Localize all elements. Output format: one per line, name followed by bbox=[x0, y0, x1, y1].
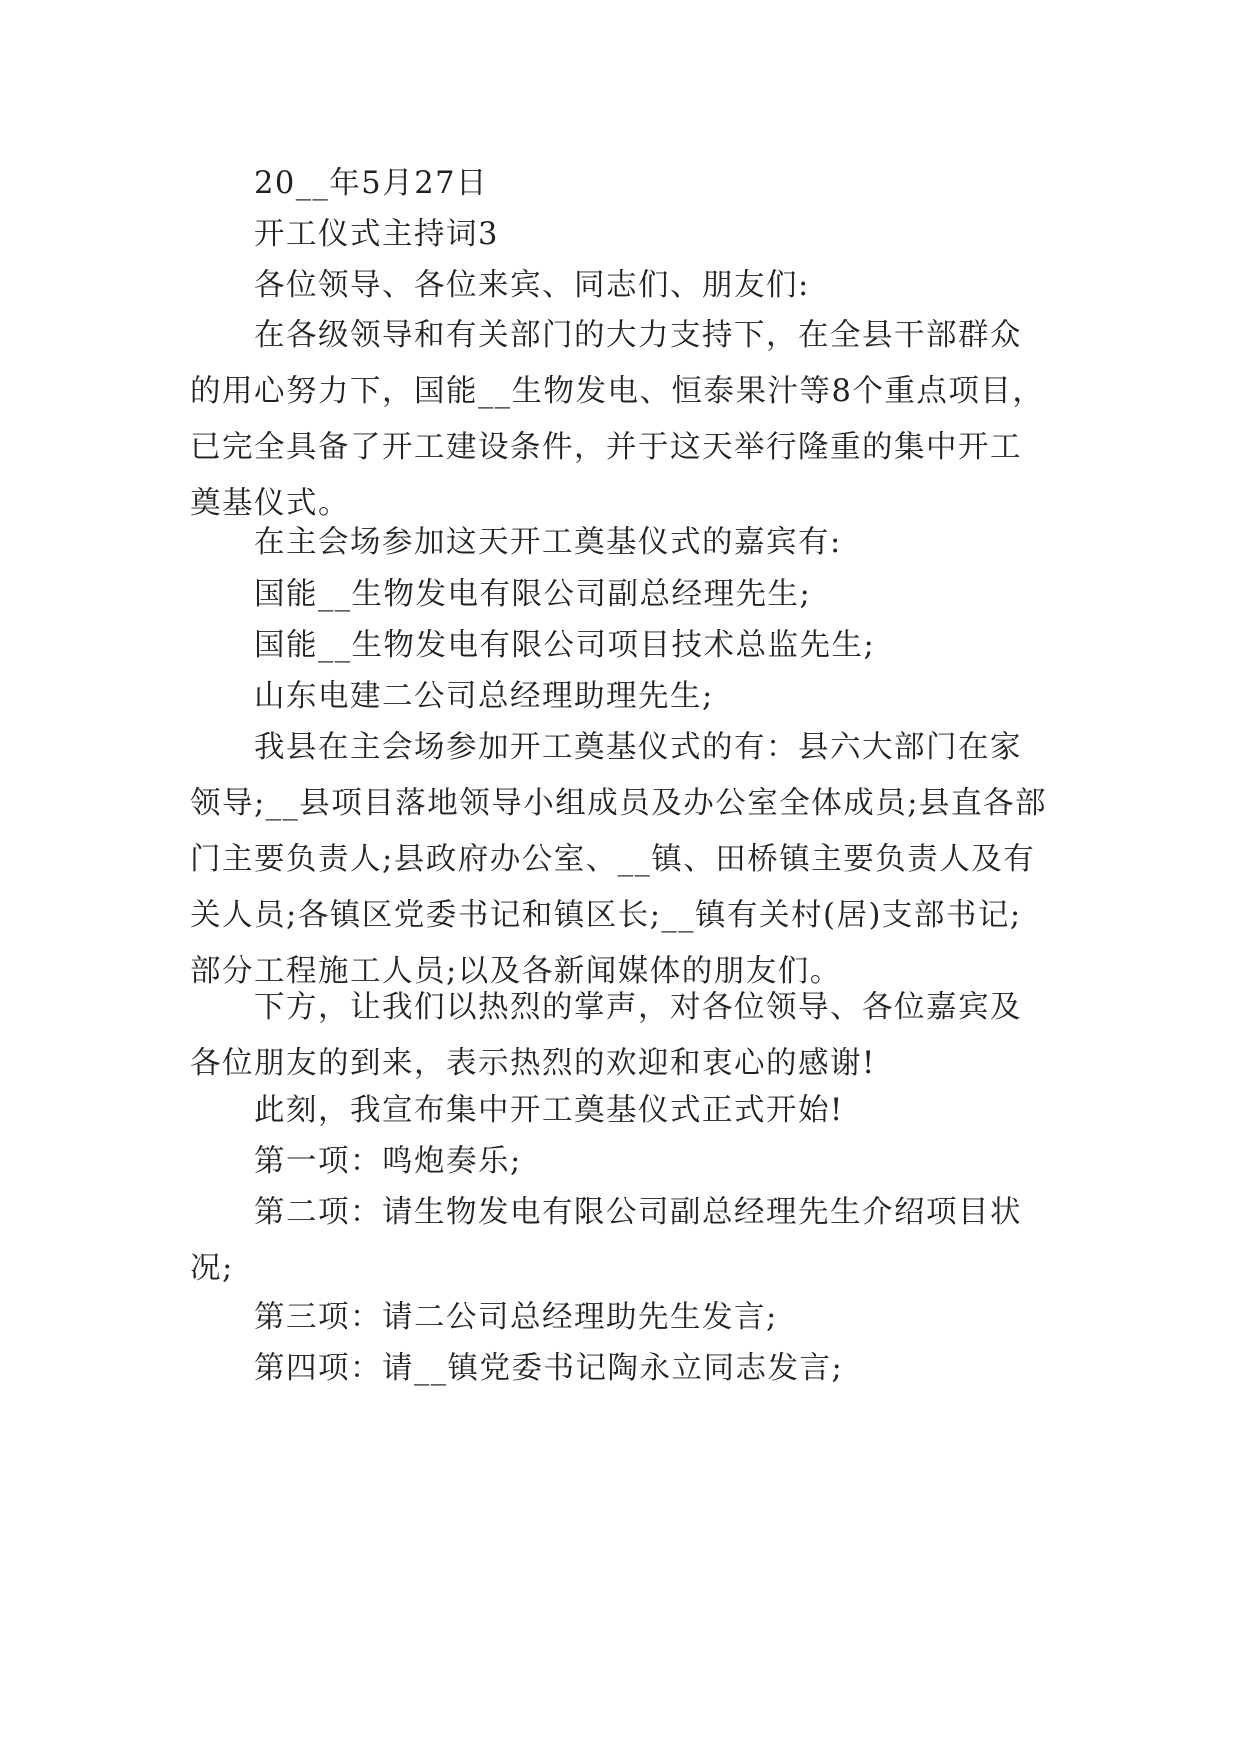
paragraph-county-attendees: 我县在主会场参加开工奠基仪式的有：县六大部门在家领导;__县项目落地领导小组成员及办公室全体成员;县直各部门主要负责人;县政府办公室、__镇、田桥镇主要负责人及有关人员;各镇区党委书记和镇区长;__镇有关村(居)支部书记;部分工程施工人员;以及各新闻媒体的朋友们。 bbox=[190, 730, 1048, 989]
paragraph-opening: 在各级领导和有关部门的大力支持下，在全县干部群众的用心努力下，国能__生物发电、恒泰果汁等8个重点项目，已完全具备了开工建设条件，并于这天举行隆重的集中开工奠基仪式。 bbox=[190, 318, 1045, 521]
paragraph-welcome: 下方，让我们以热烈的掌声，对各位领导、各位嘉宾及各位朋友的到来，表示热烈的欢迎和衷心的感谢! bbox=[190, 990, 1022, 1081]
agenda-item-2: 第二项：请生物发电有限公司副总经理先生介绍项目状况; bbox=[190, 1195, 1022, 1286]
agenda-item-4: 第四项：请__镇党委书记陶永立同志发言; bbox=[254, 1351, 844, 1386]
guest-line-1: 国能__生物发电有限公司副总经理先生; bbox=[254, 577, 812, 612]
guest-line-3: 山东电建二公司总经理助理先生; bbox=[254, 679, 714, 714]
agenda-item-3: 第三项：请二公司总经理助先生发言; bbox=[254, 1300, 778, 1335]
salutation: 各位领导、各位来宾、同志们、朋友们: bbox=[254, 268, 810, 303]
paragraph-guests-intro: 在主会场参加这天开工奠基仪式的嘉宾有: bbox=[254, 525, 842, 560]
date-line: 20__年5月27日 bbox=[254, 166, 489, 201]
paragraph-announcement: 此刻，我宣布集中开工奠基仪式正式开始! bbox=[254, 1093, 844, 1128]
agenda-item-1: 第一项：鸣炮奏乐; bbox=[254, 1144, 522, 1179]
section-heading: 开工仪式主持词3 bbox=[254, 217, 499, 252]
guest-line-2: 国能__生物发电有限公司项目技术总监先生; bbox=[254, 628, 876, 663]
